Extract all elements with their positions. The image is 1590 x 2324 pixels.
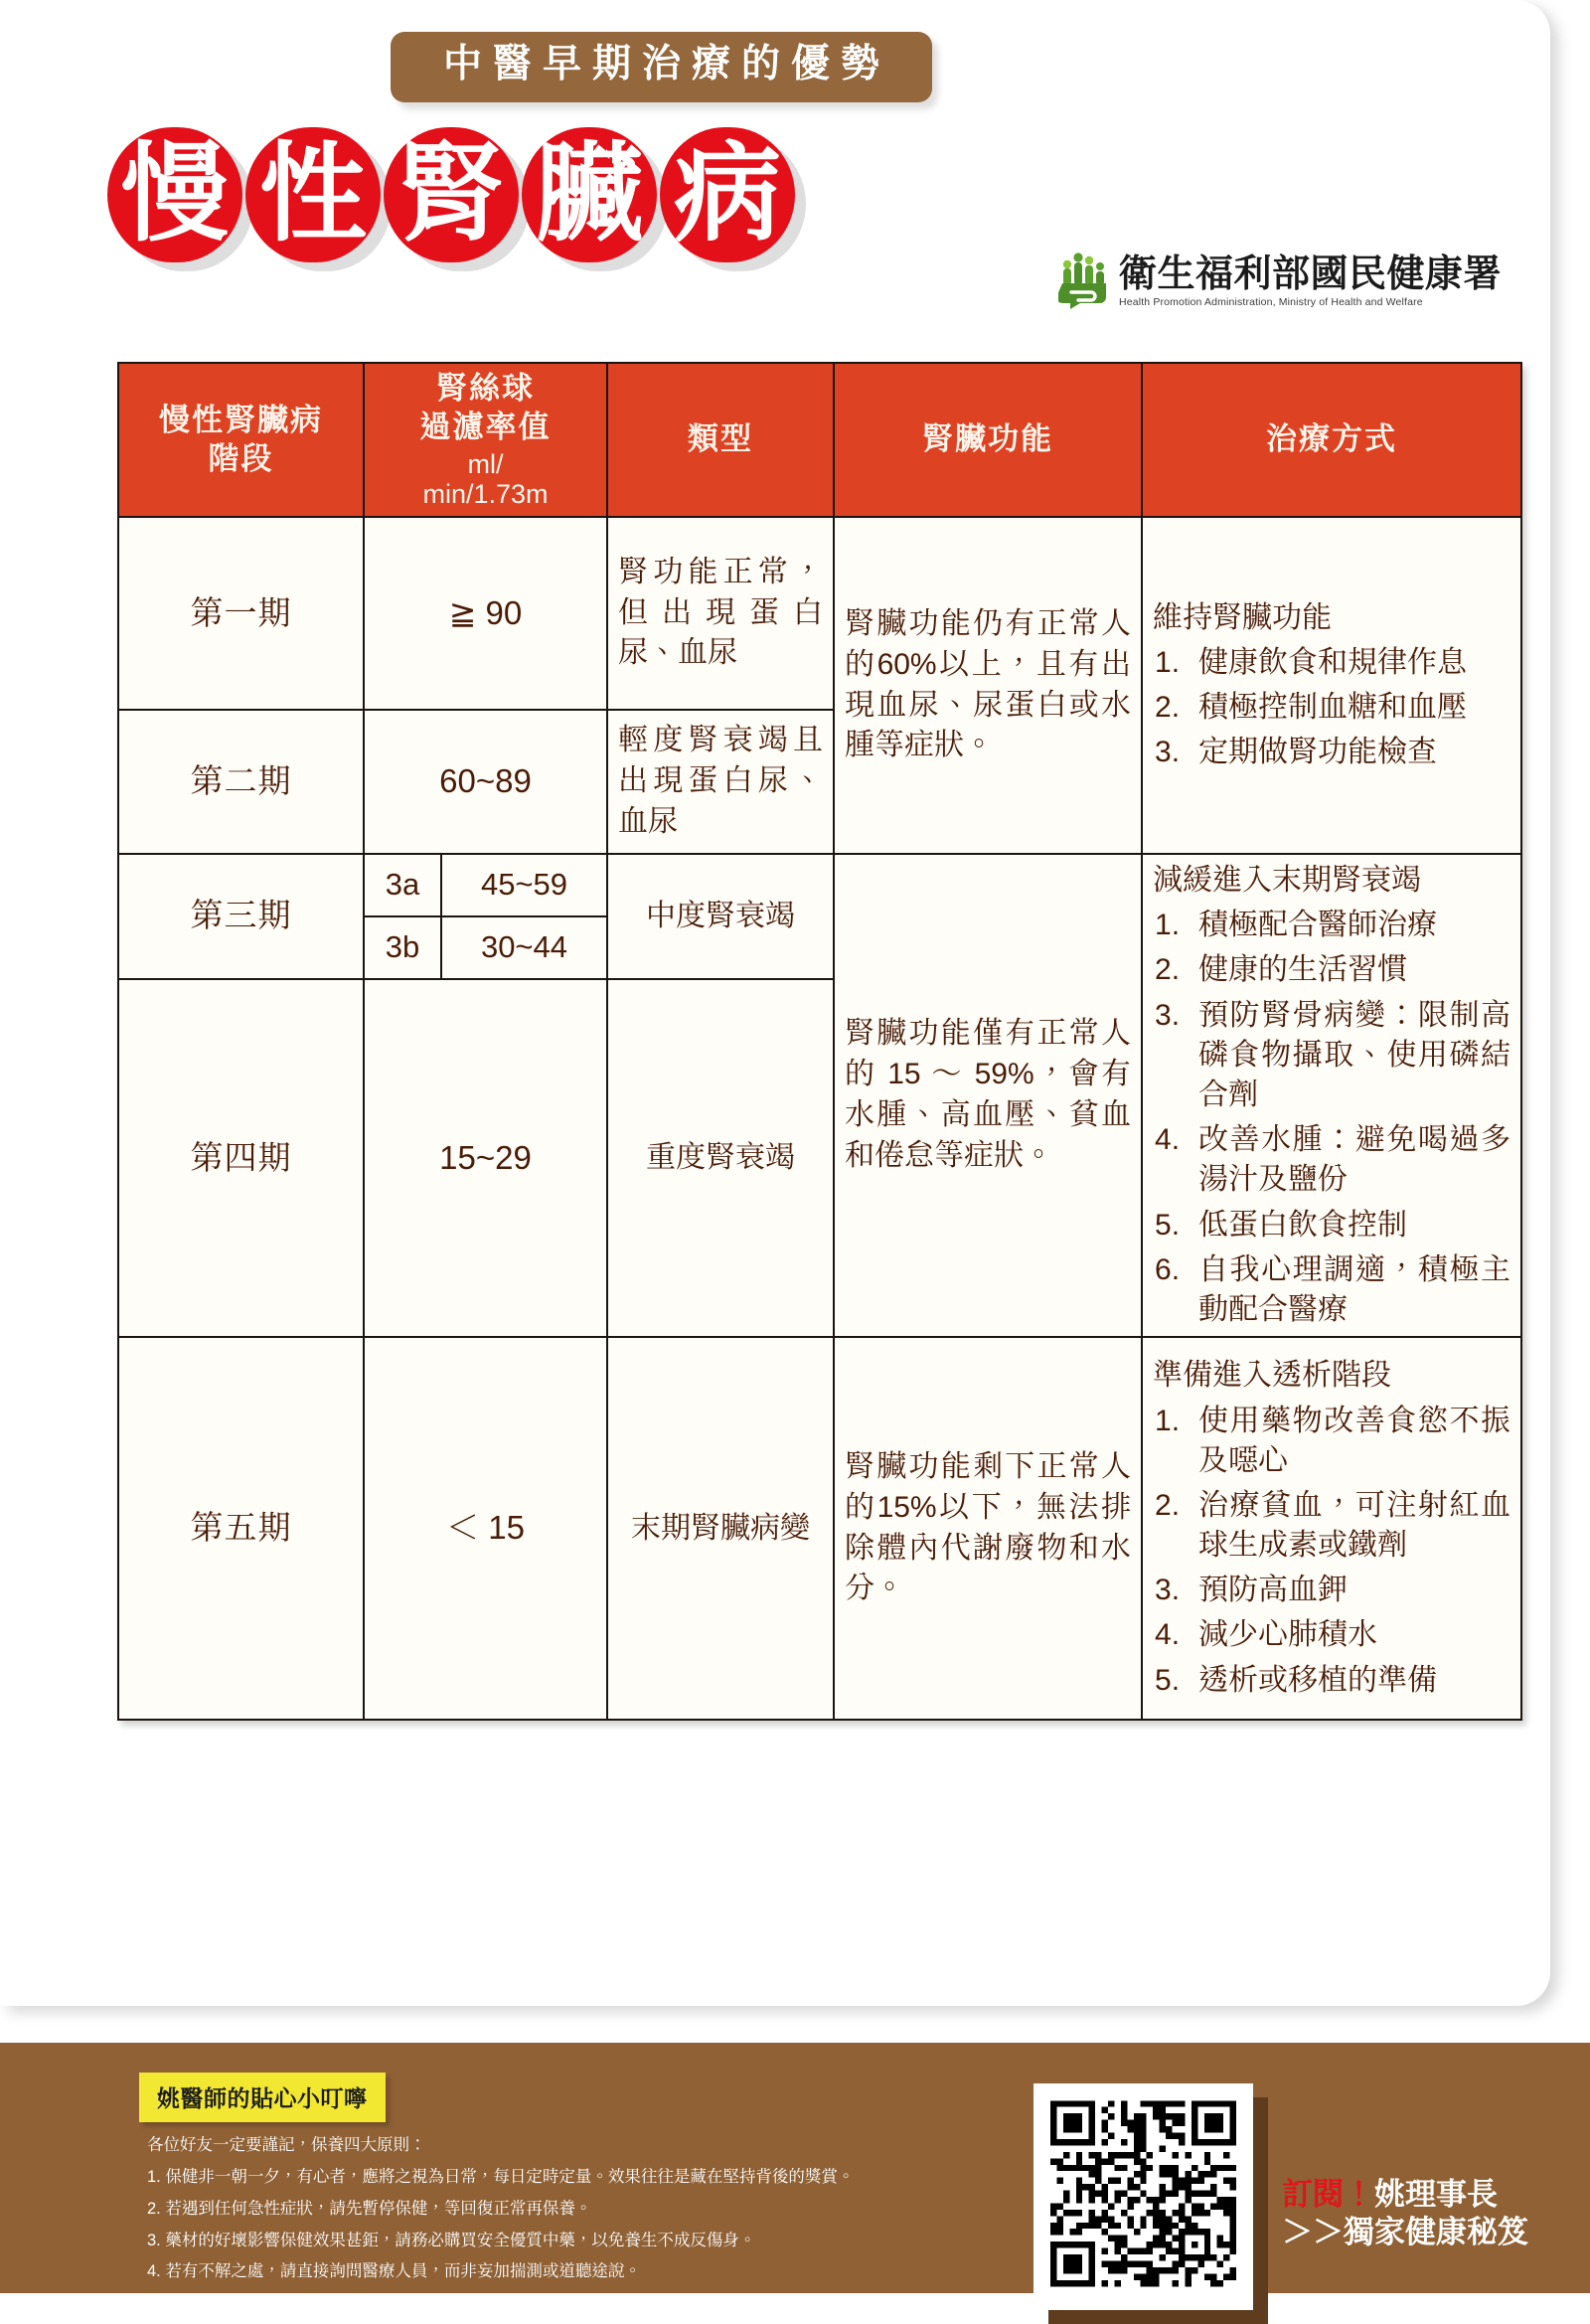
title-char-3: 腎 [384,127,519,262]
cell-substage-3a-label: 3a [364,854,441,916]
title-char-1: 慢 [107,127,242,262]
treatment-list-5 [1153,1402,1510,1701]
col-header-stage [118,363,364,517]
table-row [118,1337,1521,1720]
col-header-function: 腎臟功能 [834,363,1142,517]
cell-treatment-3 [1142,854,1521,1337]
treatment-head-1: 維持腎臟功能 [1153,600,1332,634]
tip-item: 1. 保健非一朝一夕，有心者，應將之視為日常，每日定時定量。效果往往是藏在堅持背後的獎賞。 [147,2167,855,2186]
top-banner-label: 中醫早期治療的優勢 [391,32,932,102]
treatment-item: 改善水腫：避免喝過多湯汁及鹽份 [1198,1123,1510,1197]
top-banner [391,32,932,102]
table-row [118,517,1521,710]
cell-gfr-4: 15~29 [364,979,607,1337]
treatment-head-5: 準備進入透析階段 [1153,1359,1391,1393]
col-header-gfr-unit-l2: min/1.73m [422,479,549,510]
cell-stage-5: 第五期 [118,1337,364,1720]
cell-substage-3b-gfr: 30~44 [441,916,607,979]
col-header-gfr-unit-l1: ml/ [467,448,504,479]
treatment-item: 預防腎骨病變：限制高磷食物攝取、使用磷結合劑 [1198,998,1510,1111]
table-header [118,363,1521,517]
table-body [118,517,1521,1720]
treatment-head-3: 減緩進入末期腎衰竭 [1153,864,1421,898]
col-header-treatment: 治療方式 [1142,363,1521,517]
ckd-stage-table [117,362,1522,1721]
tip-item: 2. 若遇到任何急性症狀，請先暫停保健，等回復正常再保養。 [147,2199,592,2218]
cell-substage-3b-label: 3b [364,916,441,979]
treatment-item: 積極控制血糖和血壓 [1198,691,1467,725]
treatment-item: 定期做腎功能檢查 [1198,736,1437,769]
col-header-stage-l2: 階段 [208,440,274,476]
treatment-item: 減少心肺積水 [1198,1618,1377,1652]
tip-item: 4. 若有不解之處，請直接詢問醫療人員，而非妄加揣測或道聽途說。 [147,2262,641,2281]
cell-type-3: 中度腎衰竭 [607,854,834,979]
treatment-item: 透析或移植的準備 [1198,1663,1437,1697]
title-char-5: 病 [660,127,795,262]
col-header-gfr-l1: 腎絲球 [436,371,535,406]
col-header-gfr-l2: 過濾率值 [419,409,552,444]
subscribe-cta-line2: ＞＞獨家健康秘笈 [1282,2214,1528,2249]
cell-type-1: 腎功能正常，但出現蛋白尿、血尿 [607,517,834,710]
ckd-stage-table-wrapper [117,362,1520,1721]
hpa-logo [1058,248,1590,309]
title-char-4: 臟 [522,127,657,262]
hpa-logo-name-en: Health Promotion Administration, Ministry of Health and Welfare [1119,296,1423,308]
table-header-row [118,363,1521,517]
tip-intro: 各位好友一定要謹記，保養四大原則： [147,2136,426,2154]
subscribe-cta-highlight: 訂閱！ [1282,2177,1374,2212]
table-row [118,854,1521,916]
treatment-item: 自我心理調適，積極主動配合醫療 [1198,1252,1510,1326]
treatment-list-1 [1153,643,1510,773]
subscribe-cta-name: 姚理事長 [1374,2177,1498,2212]
treatment-item: 治療貧血，可注射紅血球生成素或鐵劑 [1198,1488,1510,1563]
cell-gfr-2: 60~89 [364,710,607,854]
doctor-tip-badge: 姚醫師的貼心小叮嚀 [139,2073,386,2122]
treatment-item: 預防高血鉀 [1198,1574,1348,1607]
cell-function-1: 腎臟功能仍有正常人的60%以上，且有出現血尿、尿蛋白或水腫等症狀。 [834,517,1142,854]
cell-type-4: 重度腎衰竭 [607,979,834,1337]
cell-stage-2: 第二期 [118,710,364,854]
qr-code[interactable] [1034,2083,1253,2310]
col-header-gfr [364,363,607,517]
tip-closing: 最後敬祝：養生有道，常保健康。 [147,2294,394,2313]
hpa-logo-name-cn: 衛生福利部國民健康署 [1119,253,1503,295]
cell-function-3: 腎臟功能僅有正常人的 15 ～ 59%，會有水腫、高血壓、貧血和倦怠等症狀。 [834,854,1142,1337]
cell-type-5: 末期腎臟病變 [607,1337,834,1720]
cell-gfr-1: ≧ 90 [364,517,607,710]
page-title [107,127,798,262]
title-char-2: 性 [245,127,381,262]
cell-function-5: 腎臟功能剩下正常人的15%以下，無法排除體內代謝廢物和水分。 [834,1337,1142,1720]
footer-band [0,2043,1590,2313]
cell-treatment-5 [1142,1337,1521,1720]
col-header-type: 類型 [607,363,834,517]
cell-substage-3a-gfr: 45~59 [441,854,607,916]
treatment-item: 使用藥物改善食慾不振及噁心 [1198,1404,1510,1477]
cell-gfr-5: ＜ 15 [364,1337,607,1720]
cell-treatment-1 [1142,517,1521,854]
cell-stage-4: 第四期 [118,979,364,1337]
treatment-item: 健康的生活習慣 [1198,953,1407,987]
treatment-item: 低蛋白飲食控制 [1198,1208,1407,1242]
doctor-tip-body [147,2130,1151,2320]
treatment-list-3 [1153,906,1510,1330]
cell-stage-3: 第三期 [118,854,364,979]
hpa-logo-icon [1058,248,1110,309]
tip-item: 3. 藥材的好壞影響保健效果甚鉅，請務必購買安全優質中藥，以免養生不成反傷身。 [147,2231,756,2249]
subscribe-cta-line1 [1282,2176,1528,2214]
treatment-item: 健康飲食和規律作息 [1198,645,1467,679]
cell-stage-1: 第一期 [118,517,364,710]
col-header-stage-l1: 慢性腎臟病 [159,402,323,437]
cell-type-2: 輕度腎衰竭且出現蛋白尿、血尿 [607,710,834,854]
subscribe-cta[interactable] [1282,2176,1528,2251]
treatment-item: 積極配合醫師治療 [1198,909,1437,942]
